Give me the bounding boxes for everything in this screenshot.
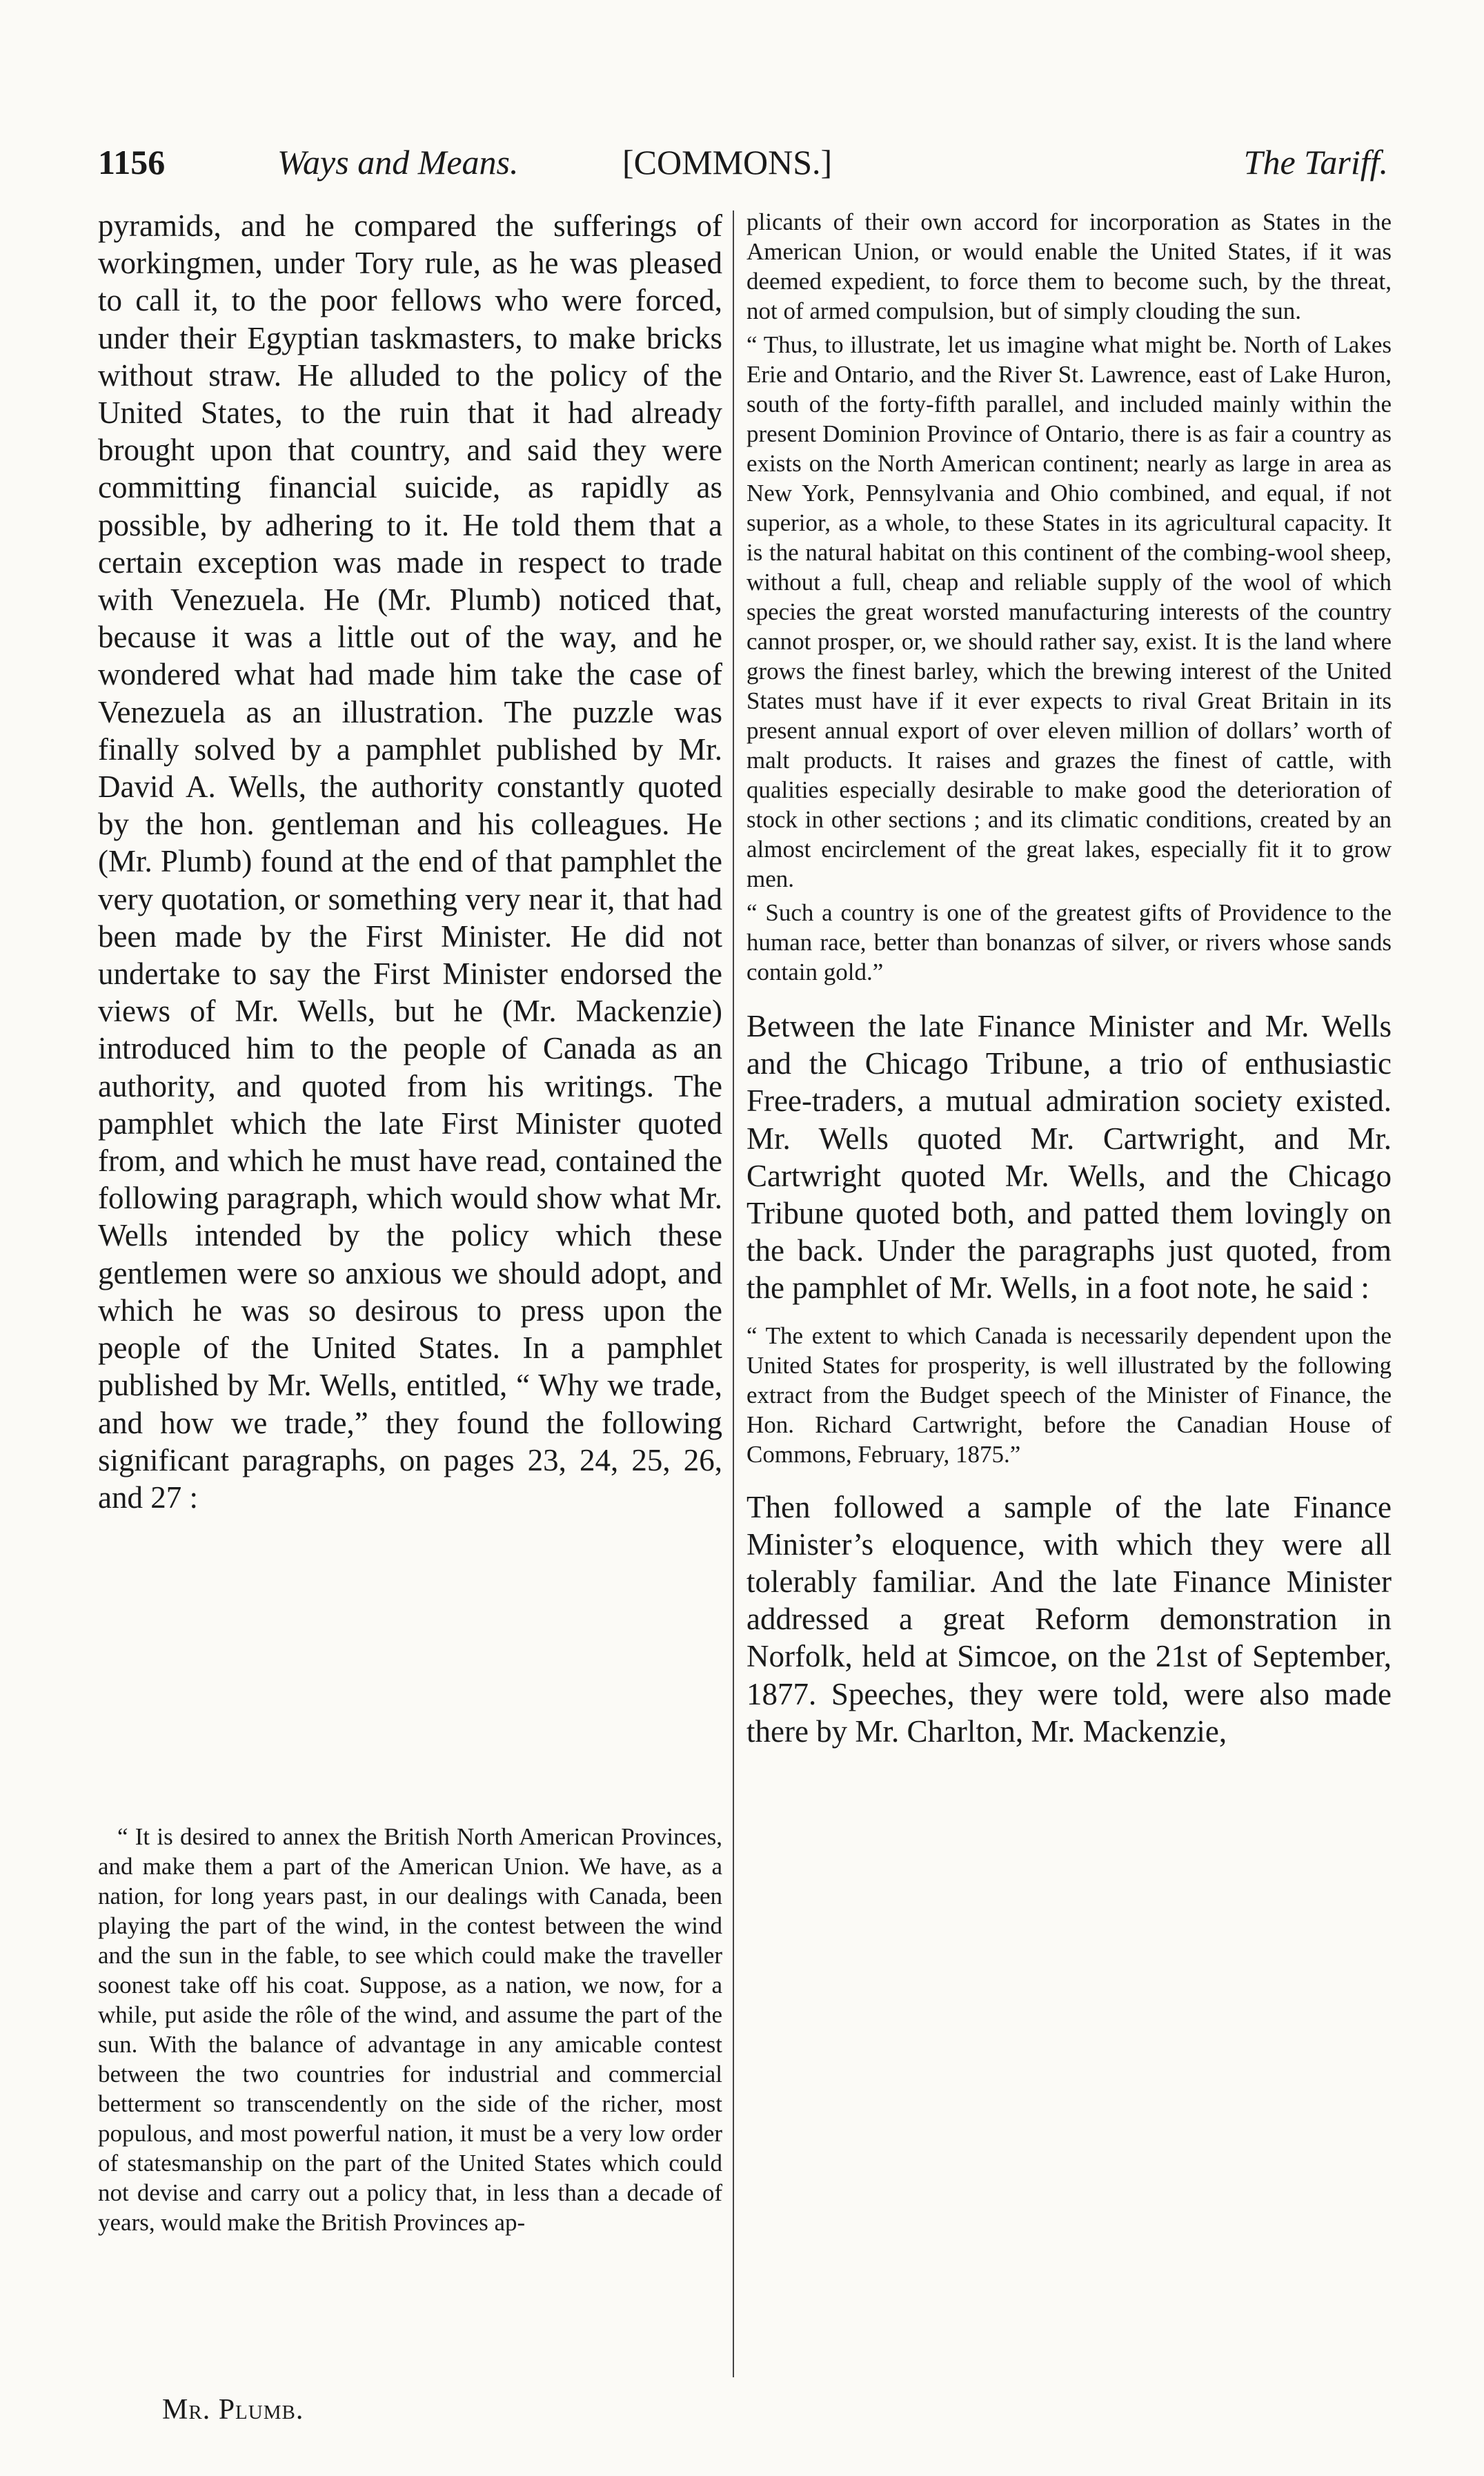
quotation-paragraph: “ Thus, to illustrate, let us imagine what might be. North of Lakes Erie and Ontario, and the River St. Lawrence, east of Lake Huron, south of the forty-fifth parallel, and included mainly within the present Dominion Province of Ontario, there is as fair a country as exists on the North American continent; nearly as large in area as New York, Pennsylvania and Ohio combined, and equal, if not superior, as a whole, to these States in its agricultural capacity. It is the natural habitat on this continent of the combing-wool sheep, without a full, cheap and reliable supply of the wool of which species the great worsted manufacturing interests of the country cannot prosper, or, we should rather say, exist. It is the land where grows the finest barley, which the brewing interest of the United States must have if it ever expects to rival Great Britain in its present annual export of over eleven million of dollars’ worth of malt products. It raises and grazes the finest of cattle, with qualities especially desirable to make good the deterioration of stock in other sections ; and its climatic conditions, created by an almost encirclement of the great lakes, especially fit it to grow men. <box>746 331 1392 892</box>
quotation-continuation: plicants of their own accord for incorporation as States in the American Union, or would enable the United States, if it was deemed expedient, to force them to become such, by the threat, not of armed compulsion, but of simply clouding the sun. <box>746 208 1392 324</box>
speech-paragraph: Then followed a sample of the late Finance Minister’s eloquence, with which they were all tolerably familiar. And the late Finance Minister addressed a great Reform demonstration in Norfolk, held at Simcoe, on the 21st of September, 1877. Speeches, they were told, were also made there by Mr. Charlton, Mr. Mackenzie, <box>746 1489 1392 1749</box>
footnote-quotation: “ The extent to which Canada is necessarily dependent upon the United States for prosperity, is well illustrated by the following extract from the Budget speech of the Minister of Finance, the Hon. Richard Cartwright, before the Canadian House of Commons, February, 1875.” <box>746 1321 1392 1468</box>
speech-paragraph: pyramids, and he compared the sufferings of workingmen, under Tory rule, as he was pleased to call it, to the poor fellows who were forced, under their Egyptian taskmasters, to make bricks without straw. He alluded to the policy of the United States, to the ruin that it had already brought upon that country, and said they were committing financial suicide, as rapidly as possible, by adhering to it. He told them that a certain exception was made in respect to trade with Venezuela. He (Mr. Plumb) noticed that, because it was a little out of the way, and he wondered what had made him take the case of Venezuela as an illustration. The puzzle was finally solved by a pamphlet published by Mr. David A. Wells, the authority constantly quoted by the hon. gentleman and his colleagues. He (Mr. Plumb) found at the end of that pamphlet the very quotation, or something very near it, that had been made by the First Minister. He did not undertake to say the First Minister endorsed the views of Mr. Wells, but he (Mr. Mackenzie) introduced him to the people of Canada as an authority, and quoted from his writings. The pamphlet which the late First Minister quoted from, and which he must have read, contained the following paragraph, which would show what Mr. Wells intended by the policy which these gentlemen were so anxious we should adopt, and which he was so desirous to press upon the people of the United States. In a pamphlet published by Mr. Wells, entitled, “ Why we trade, and how we trade,” they found the following significant paragraphs, on pages 23, 24, 25, 26, and 27 : <box>98 208 722 1515</box>
speech-paragraph: Between the late Finance Minister and Mr. Wells and the Chicago Tribune, a trio of enthusiastic Free-traders, a mutual admiration society existed. Mr. Wells quoted Mr. Cartwright, and Mr. Cartwright quoted Mr. Wells, and the Chicago Tribune quoted both, and patted them lovingly on the back. Under the paragraphs just quoted, from the pamphlet of Mr. Wells, in a foot note, he said : <box>746 1009 1392 1306</box>
section-title: Ways and Means. <box>277 143 519 181</box>
quotation-block <box>98 1822 722 2237</box>
speaker-footer: Mr. Plumb. <box>162 2394 304 2426</box>
house-label: [COMMONS.] <box>622 143 833 181</box>
quotation-block <box>746 207 1392 987</box>
running-head <box>98 138 1388 186</box>
column-divider <box>733 210 734 2377</box>
right-column <box>746 207 1392 1750</box>
quotation-paragraph: “ It is desired to annex the British North American Provinces, and make them a part of the American Union. We have, as a nation, for long years past, in our dealings with Canada, been playing the part of the wind, in the contest between the wind and the sun in the fable, to see which could make the traveller soonest take off his coat. Suppose, as a nation, we now, for a while, put aside the rôle of the wind, and assume the part of the sun. With the balance of advantage in any amicable contest between the two countries for industrial and commercial betterment so transcendently on the side of the richer, most populous, and most powerful nation, it must be a very low order of statesmanship on the part of the United States which could not devise and carry out a policy that, in less than a decade of years, would make the British Provinces ap- <box>98 1823 722 2236</box>
left-column <box>98 207 722 2237</box>
page-number: 1156 <box>98 143 166 181</box>
quotation-block <box>746 1321 1392 1469</box>
quotation-paragraph: “ Such a country is one of the greatest gifts of Providence to the human race, better than bonanzas of silver, or rivers whose sands contain gold.” <box>746 899 1392 985</box>
topic-title: The Tariff. <box>1243 143 1388 181</box>
